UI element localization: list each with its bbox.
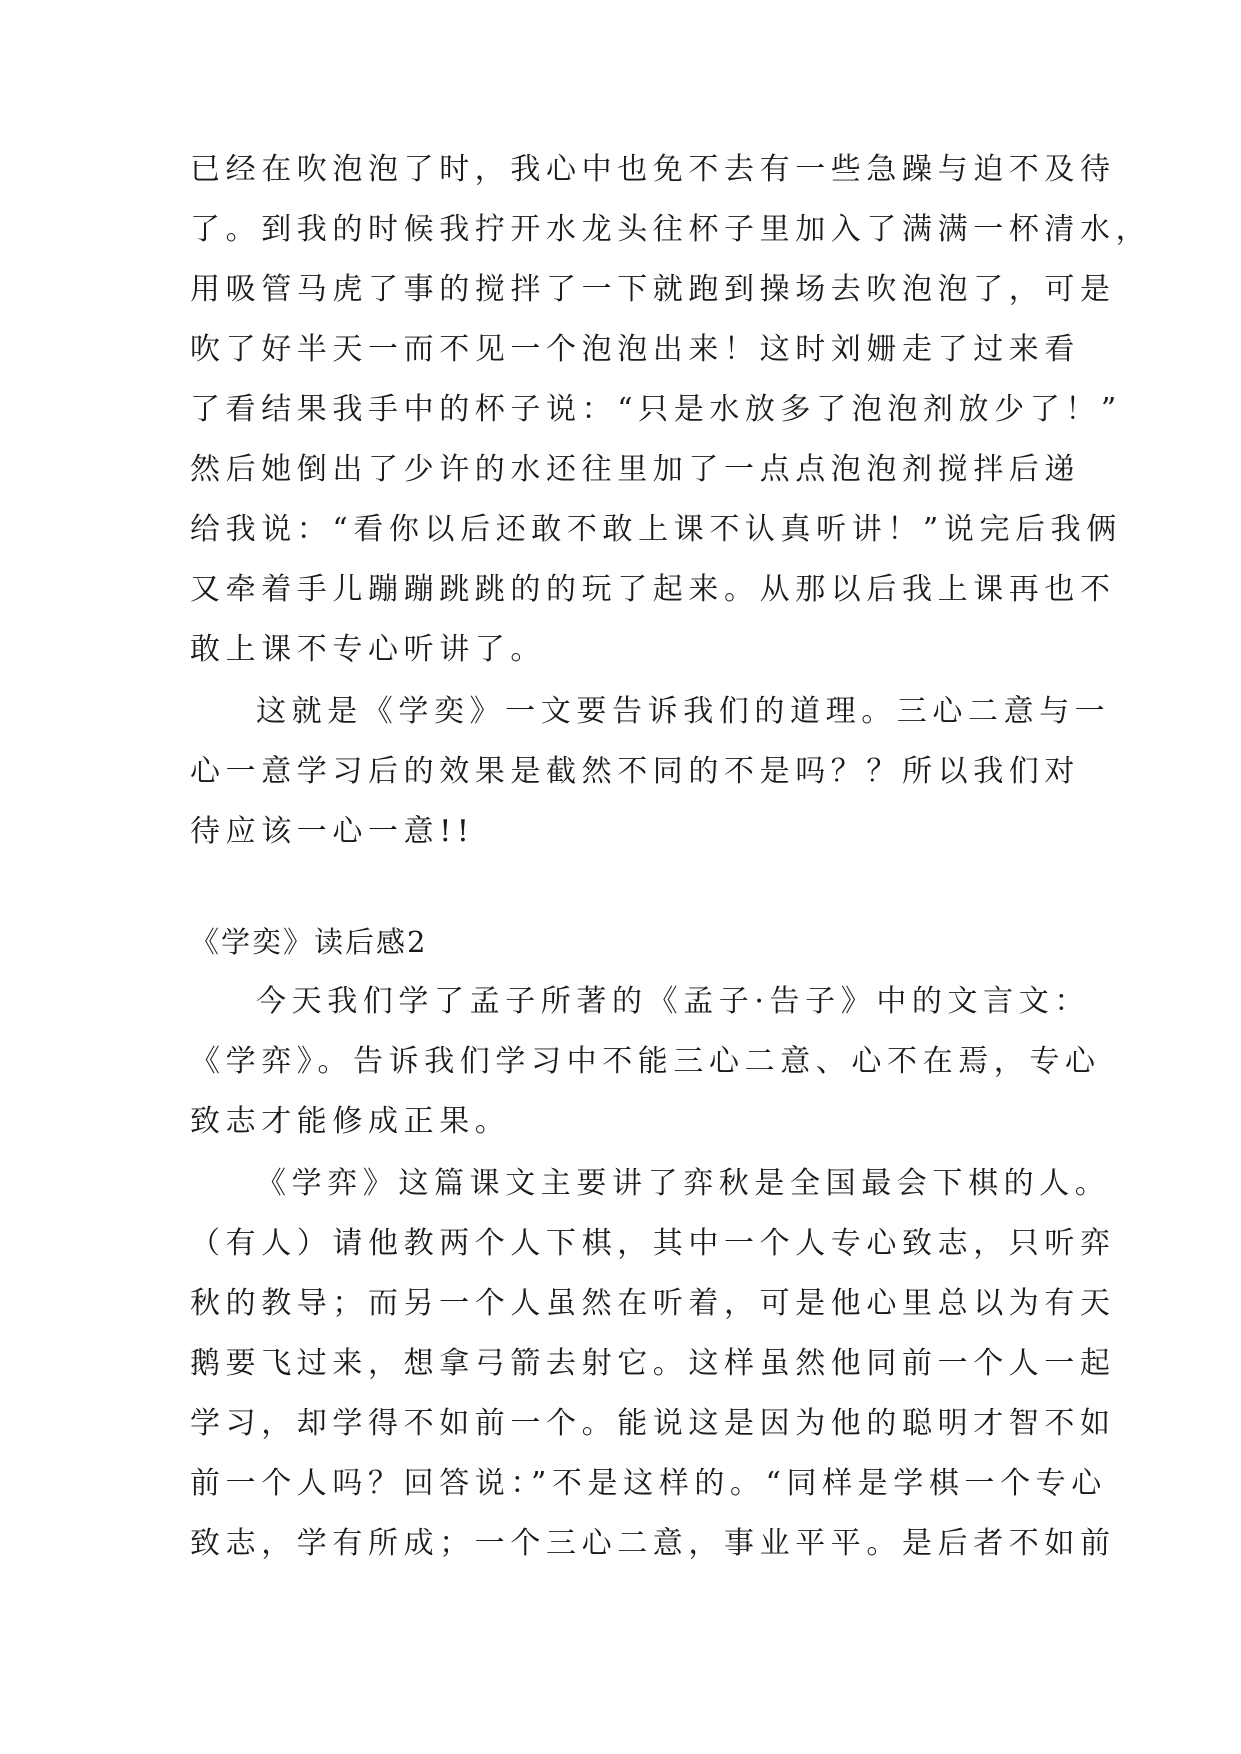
paragraph-line: 今天我们学了孟子所著的《孟子·告子》中的文言文： [256, 984, 1090, 1019]
paragraph-line: 待应该一心一意!! [190, 814, 475, 849]
paragraph-line: 致志，学有所成；一个三心二意，事业平平。是后者不如前 [190, 1526, 1116, 1561]
paragraph-line: 又牵着手儿蹦蹦跳跳的的玩了起来。从那以后我上课再也不 [190, 572, 1116, 607]
paragraph-line: 鹅要飞过来，想拿弓箭去射它。这样虽然他同前一个人一起 [190, 1346, 1116, 1381]
paragraph-line: 用吸管马虎了事的搅拌了一下就跑到操场去吹泡泡了，可是 [190, 272, 1116, 307]
paragraph-line: 心一意学习后的效果是截然不同的不是吗？？所以我们对 [190, 754, 1080, 789]
paragraph-line: 了。到我的时候我拧开水龙头往杯子里加入了满满一杯清水， [190, 212, 1152, 247]
paragraph-line: 然后她倒出了少许的水还往里加了一点点泡泡剂搅拌后递 [190, 452, 1080, 487]
paragraph-line: 致志才能修成正果。 [190, 1104, 511, 1139]
paragraph-line: 《学弈》。告诉我们学习中不能三心二意、心不在焉，专心 [190, 1044, 1101, 1079]
paragraph-line: 《学弈》这篇课文主要讲了弈秋是全国最会下棋的人。 [256, 1166, 1111, 1201]
paragraph-line: （有人）请他教两个人下棋，其中一个人专心致志，只听弈 [190, 1226, 1116, 1261]
paragraph-line: 了看结果我手中的杯子说：“只是水放多了泡泡剂放少了！” [190, 392, 1122, 427]
paragraph-line: 吹了好半天一而不见一个泡泡出来！这时刘姗走了过来看 [190, 332, 1080, 367]
paragraph-line: 学习，却学得不如前一个。能说这是因为他的聪明才智不如 [190, 1406, 1116, 1441]
paragraph-line: 已经在吹泡泡了时，我心中也免不去有一些急躁与迫不及待 [190, 152, 1116, 187]
section-title: 《学奕》读后感2 [190, 925, 428, 959]
paragraph-line: 敢上课不专心听讲了。 [190, 632, 546, 667]
paragraph-line: 给我说：“看你以后还敢不敢上课不认真听讲！”说完后我俩 [190, 512, 1122, 547]
paragraph-line: 秋的教导；而另一个人虽然在听着，可是他心里总以为有天 [190, 1286, 1116, 1321]
paragraph-line: 这就是《学奕》一文要告诉我们的道理。三心二意与一 [256, 694, 1111, 729]
paragraph-line: 前一个人吗？回答说：”不是这样的。“同样是学棋一个专心 [190, 1466, 1107, 1501]
